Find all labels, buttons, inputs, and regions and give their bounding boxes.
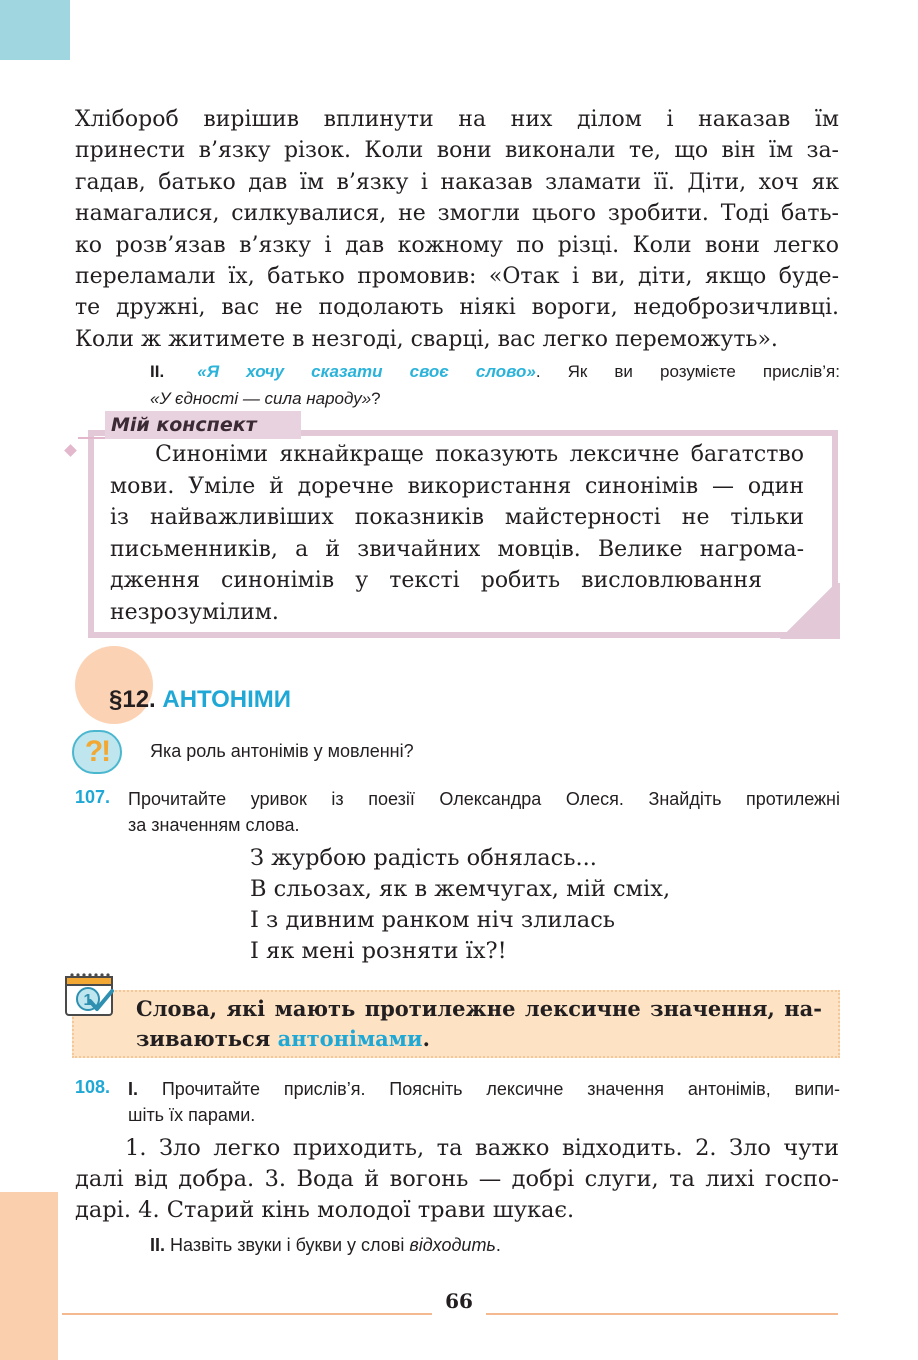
page-number: 66 <box>445 1289 473 1313</box>
poem-line: В сльозах, як в жемчугах, мій сміх, <box>250 876 671 902</box>
exercise-108-text <box>128 1076 840 1128</box>
footer-line-right <box>486 1313 838 1315</box>
poem-line: З журбою радість обнялась... <box>250 845 597 871</box>
task-roman-numeral: II. <box>150 362 165 381</box>
exercise-line: Прочитайте уривок із поезії Олександра Олеся. Знайдіть протилежні <box>128 789 840 809</box>
corner-decoration-bottom <box>0 1192 58 1360</box>
story-line: Хлібороб вирішив вплинути на них ділом і наказав їм <box>75 107 839 132</box>
story-paragraph <box>75 104 839 355</box>
story-line: Коли ж житимете в незгоді, сварці, вас легко переможуть». <box>75 326 778 352</box>
rule-text <box>136 994 822 1054</box>
section-title <box>109 686 291 714</box>
task-end: . <box>495 1235 501 1255</box>
konspekt-label: Мій конспект <box>105 411 301 439</box>
konspekt-line: письменників, а й звичайних мовців. Велике нагрома- <box>110 536 804 562</box>
story-line: ко розв’язав в’язку і дав кожному по різці. Коли вони легко <box>75 232 839 258</box>
konspekt-line: незрозумілим. <box>110 599 279 625</box>
task-text: . Як ви розумієте прислів’я: <box>535 362 840 381</box>
proverb-line: дарі. 4. Старий кінь молодої трави шукає. <box>75 1197 575 1223</box>
story-line: переламали їх, батько промовив: «Отак і ви, діти, якщо буде- <box>75 264 839 290</box>
task-roman-numeral: I. <box>128 1079 139 1099</box>
proverbs-paragraph <box>75 1133 839 1226</box>
calendar-check-icon <box>64 971 114 1017</box>
story-line: гадав, батько дав їм в’язку і наказав зламати її. Діти, хоч як <box>75 169 839 195</box>
section-name: АНТОНІМИ <box>162 686 292 713</box>
story-line: намагалися, силкувалися, не змогли цього зробити. Тоді бать- <box>75 201 839 227</box>
story-line: принести в’язку різок. Коли вони виконали те, що він їм за- <box>75 138 839 164</box>
question-exclamation-icon: ?! <box>72 730 122 774</box>
rule-line: зиваються <box>136 1026 278 1051</box>
konspekt-line: Синоніми якнайкраще показують лексичне багатство <box>110 442 804 467</box>
poem-line: І як мені розняти їх?! <box>250 938 507 964</box>
proverb-line: 1. Зло легко приходить, та важко відходить. 2. Зло чути <box>75 1135 839 1161</box>
exercise-107-text <box>128 786 840 838</box>
exercise-line: шіть їх парами. <box>128 1105 256 1125</box>
story-line: те дружні, вас не подолають ніякі вороги, недоброзичливці. <box>75 295 839 321</box>
exercise-number: 107. <box>75 787 111 807</box>
exercise-line: Прочитайте прислів’я. Поясніть лексичне значення антонімів, випи- <box>161 1079 840 1099</box>
exercise-line: за значенням слова. <box>128 815 300 835</box>
rule-line: Слова, які мають протилежне лексичне значення, на- <box>136 996 822 1021</box>
intro-question: Яка роль антонімів у мовленні? <box>150 741 414 761</box>
task-2-prompt <box>150 358 840 412</box>
proverb-quote: «У єдності — сила народу» <box>150 389 372 408</box>
rule-end: . <box>422 1026 430 1051</box>
konspekt-line: дження синонімів у тексті робить висловлювання <box>110 568 762 593</box>
footer-line-left <box>62 1313 432 1315</box>
konspekt-line: із найважливіших показників майстерності не тільки <box>110 505 804 530</box>
proverb-line: далі від добра. 3. Вода й вогонь — добрі слуги, та лихі госпо- <box>75 1166 839 1192</box>
task-heading: «Я хочу сказати своє слово» <box>197 362 536 381</box>
task-roman-numeral: II. <box>150 1235 166 1255</box>
exercise-number: 108. <box>75 1077 111 1097</box>
task-text: Назвіть звуки і букви у слові <box>170 1235 410 1255</box>
exercise-108-task-2 <box>150 1232 501 1258</box>
corner-decoration-top <box>0 0 70 60</box>
section-number: §12. <box>109 686 156 713</box>
task-word: відходить <box>409 1235 496 1255</box>
task-end: ? <box>371 389 381 408</box>
poem <box>250 843 670 967</box>
svg-text:1: 1 <box>83 992 93 1009</box>
poem-line: І з дивним ранком ніч злилась <box>250 907 616 933</box>
diamond-icon <box>64 444 77 457</box>
konspekt-line: мови. Уміле й доречне використання синонімів — один <box>110 473 804 499</box>
rule-term: антонімами <box>277 1026 423 1051</box>
konspekt-text <box>110 439 804 628</box>
